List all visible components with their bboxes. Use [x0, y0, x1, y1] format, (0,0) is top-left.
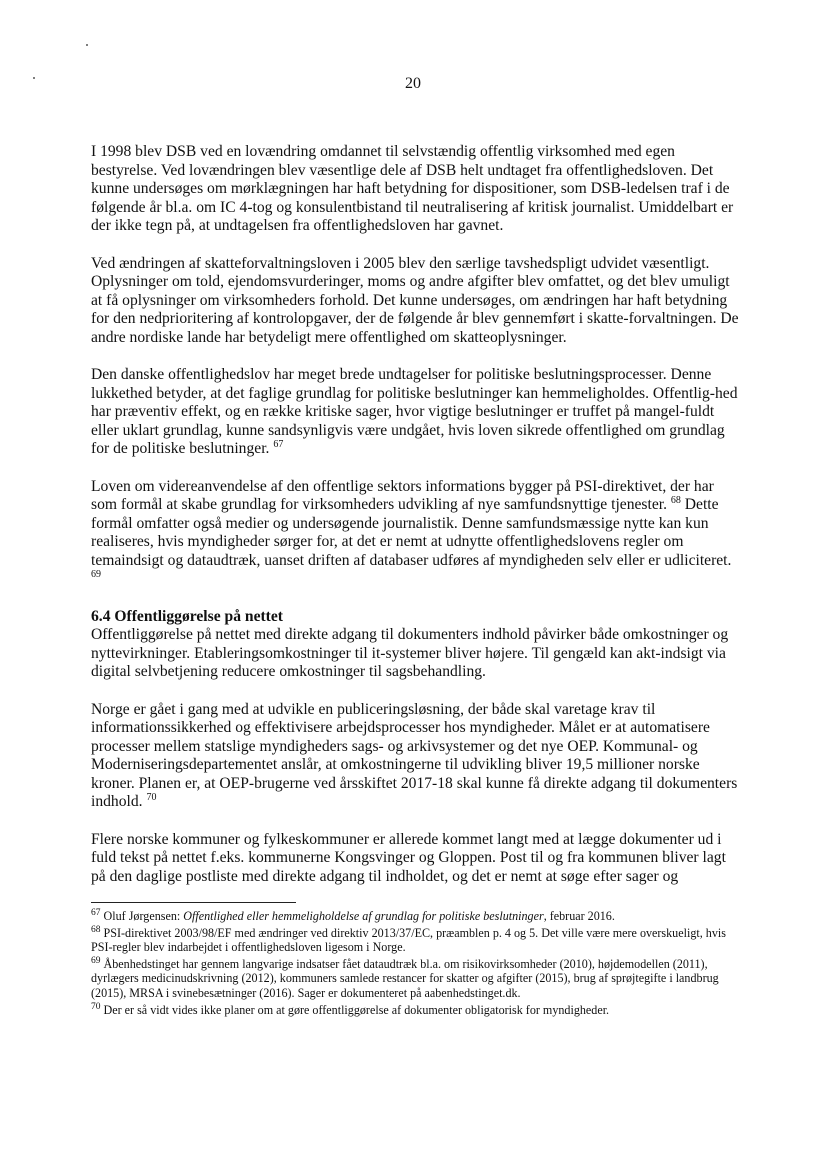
- paragraph-text: Loven om videreanvendelse af den offentlige sektors informations bygger på PSI-direktivet, der har som formål at skabe grundlag for virksomheders udvikling af nye samfundsnyttige tjenester.: [91, 477, 714, 513]
- paragraph: [91, 478, 741, 589]
- footnotes: [91, 909, 741, 1019]
- paragraph: [91, 255, 741, 348]
- paragraph-text: I 1998 blev DSB ved en lovændring omdannet til selvstændig offentlig virksomhed med egen bestyrelse. Ved lovændringen blev væsentlige dele af DSB helt undtaget fra offentlighedsloven. Det kunne undersøges om mørklægningen har haft betydning for dispositioner, som DSB-ledelsen traf i de følgende år bl.a. om IC 4-tog og konsulentbistand til neutralisering af kritisk journalist. Umiddelbart er der ikke tegn på, at undtagelsen fra offentlighedsloven har gavnet.: [91, 143, 734, 234]
- footnote-number: 70: [91, 1001, 101, 1012]
- paragraph: [91, 143, 741, 236]
- scan-speck: [86, 44, 88, 46]
- footnote-ref: 68: [670, 495, 681, 506]
- paragraph: [91, 366, 741, 459]
- footnote-number: 69: [91, 955, 101, 966]
- footnote-text: Åbenhedstinget har gennem langvarige indsatser fået dataudtræk bl.a. om risikovirksomheder (2010), højdemodellen (2011), dyrlægers medicinudskrivning (2012), kommuners samlede restancer for skatter og afgifter (2015), brug af sprøjtegifte i landbrug (2015), MRSA i svinebesætninger (2016). Sager er dokumenteret på aabenhedstinget.dk.: [91, 956, 719, 1000]
- paragraph: [91, 701, 741, 812]
- footnote-text: , februar 2016.: [543, 909, 615, 923]
- paragraph-text: Den danske offentlighedslov har meget brede undtagelser for politiske beslutningsprocesser. Denne lukkethed betyder, at det faglige grundlag for politiske beslutninger kan hemmeligholdes. Offentlig-hed har præventiv effekt, og en række kritiske sager, hvor vigtige beslutninger er truffet på mangel-fuldt eller uklart grundlag, kunne sandsynligvis være undgået, hvis loven sikrede offentlighed om grundlag for de politiske beslutninger.: [91, 366, 738, 457]
- paragraph-text: Offentliggørelse på nettet med direkte adgang til dokumenters indhold påvirker både omkostninger og nyttevirkninger. Etableringsomkostninger til it-systemer bliver højere. Til gengæld kan akt-indsigt via digital selvbetjening reducere omkostninger til sagsbehandling.: [91, 626, 729, 680]
- footnote-ref: 69: [91, 569, 101, 580]
- paragraph-text: Dette formål omfatter også medier og undersøgende journalistik. Denne samfundsmæssige nytte kan kun realiseres, hvis myndigheder sørger for, at det er nemt at udnytte offentlighedslovens regler om temaindsigt og dataudtræk, uanset driften af databaser udføres af myndigheden selv eller er udliciteret.: [91, 496, 732, 569]
- footnote: [91, 926, 741, 955]
- footnote-ref: 70: [146, 792, 157, 803]
- paragraph-text: Ved ændringen af skatteforvaltningsloven i 2005 blev den særlige tavshedspligt udvidet væsentligt. Oplysninger om told, ejendomsvurderinger, moms og andre afgifter blev omfattet, og det blev umuligt at få oplysninger om virksomheders forhold. Det kunne undersøges, om ændringen har haft betydning for den nedprioritering af kontrolopgaver, der de følgende år blev gennemført i skatte-forvaltningen. De andre nordiske lande har betydeligt mere offentlighed om skatteoplysninger.: [91, 254, 739, 346]
- page-number: 20: [405, 75, 421, 92]
- footnote: [91, 957, 741, 1001]
- footnote: [91, 1003, 741, 1018]
- paragraph: [91, 831, 741, 887]
- footnote-number: 68: [91, 924, 101, 935]
- paragraph-text: Flere norske kommuner og fylkeskommuner er allerede kommet langt med at lægge dokumenter ud i fuld tekst på nettet f.eks. kommunerne Kongsvinger og Gloppen. Post til og fra kommunen bliver lagt på den daglige postliste med direkte adgang til indholdet, og det er nemt at søge efter sager og: [91, 830, 726, 885]
- section-heading: 6.4 Offentliggørelse på nettet: [91, 607, 283, 625]
- footnote-text: Oluf Jørgensen:: [103, 909, 184, 923]
- footnote: [91, 909, 741, 924]
- paragraph-text: Norge er gået i gang med at udvikle en publiceringsløsning, der både skal varetage krav til informationssikkerhed og effektivisere arbejdsprocesser hos myndigheder. Målet er at automatisere processer mellem statslige myndigheders sags- og arkivsystemer og det nye OEP. Kommunal- og Moderniseringsdepartementet anslår, at omkostningerne til udvikling bliver 19,5 millioner norske kroner. Planen er, at OEP-brugerne ved årsskiftet 2017-18 skal kunne få direkte adgang til dokumenters indhold.: [91, 700, 738, 810]
- footnote-text: PSI-direktivet 2003/98/EF med ændringer ved direktiv 2013/37/EC, præamblen p. 4 og 5. Det ville være mere overskueligt, hvis PSI-regler blev indarbejdet i offentlighedsloven ligesom i Norge.: [91, 925, 726, 955]
- footnote-text: Der er så vidt vides ikke planer om at gøre offentliggørelse af dokumenter obligatorisk for myndigheder.: [103, 1002, 610, 1017]
- footnote-divider: [91, 902, 296, 903]
- paragraph: [91, 626, 741, 682]
- footnote-ref: 67: [273, 439, 284, 450]
- footnote-title: Offentlighed eller hemmeligholdelse af grundlag for politiske beslutninger: [183, 909, 544, 923]
- body-text: [91, 143, 741, 886]
- footnote-number: 67: [91, 908, 101, 918]
